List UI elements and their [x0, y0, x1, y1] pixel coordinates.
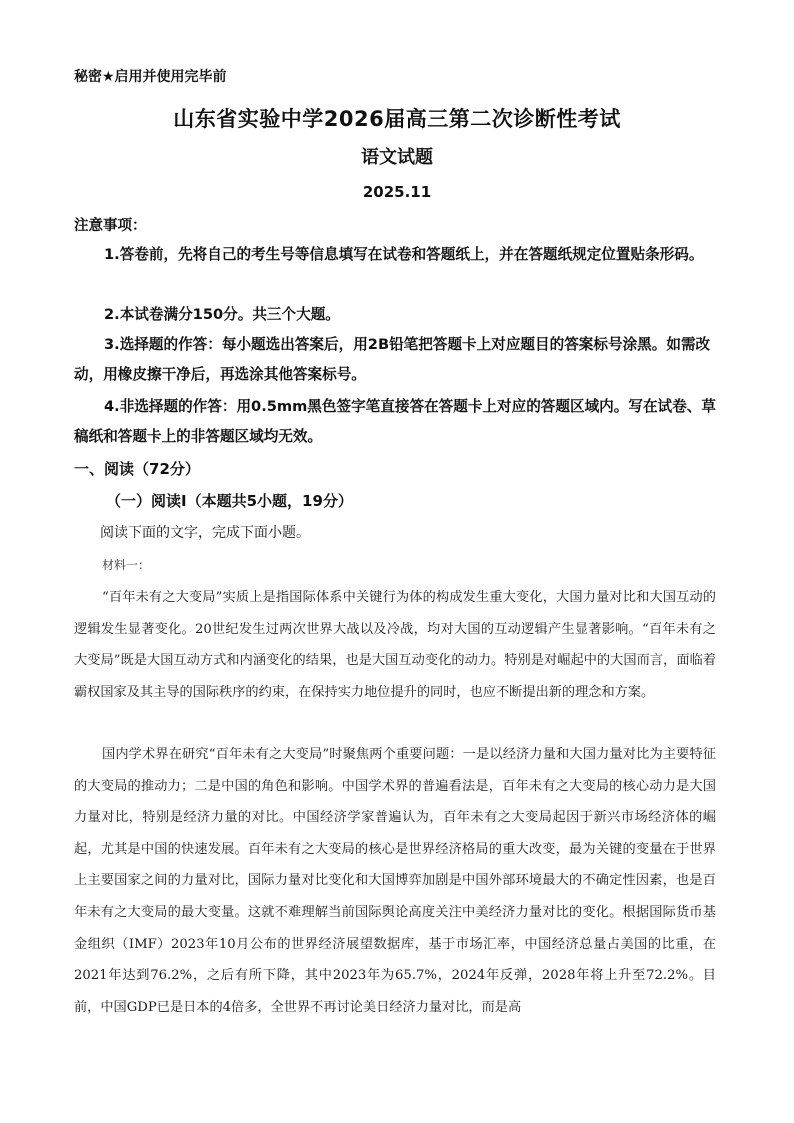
section-heading: 一、阅读（72分）: [74, 460, 200, 478]
exam-title: 山东省实验中学2026届高三第二次诊断性考试: [173, 107, 621, 131]
material-label: 材料一：: [102, 558, 151, 572]
notice-item-4: 4.非选择题的作答：用0.5mm黑色签字笔直接答在答题卡上对应的答题区域内。写在试卷、草稿纸和答题卡上的非答题区域均无效。: [74, 398, 716, 445]
notice-heading: 注意事项：: [74, 218, 147, 234]
exam-date: 2025.11: [362, 183, 432, 201]
reading-instruction: 阅读下面的文字，完成下面小题。: [100, 525, 310, 541]
subsection-heading: （一）阅读I（本题共5小题，19分）: [106, 492, 353, 510]
notice-item-1: 1.答卷前，先将自己的考生号等信息填写在试卷和答题纸上，并在答题纸规定位置贴条形码。: [104, 246, 704, 263]
confidential-label: 秘密★启用并使用完毕前: [74, 69, 227, 85]
notice-item-3: 3.选择题的作答：每小题选出答案后，用2B铅笔把答题卡上对应题目的答案标号涂黑。如需改动，用橡皮擦干净后，再选涂其他答案标号。: [74, 336, 711, 383]
material-paragraph-2: 国内学术界在研究“百年未有之大变局”时聚焦两个重要问题：一是以经济力量和大国力量对比为主要特征的大变局的推动力；二是中国的角色和影响。中国学术界的普遍看法是，百年未有之大变局的核心动力是大国力量对比，特别是经济力量的对比。中国经济学家普遍认为，百年未有之大变局起因于新兴市场经济体的崛起，尤其是中国的快速发展。百年未有之大变局的核心是世界经济格局的重大改变，最为关键的变量在于世界上主要国家之间的力量对比，国际力量对比变化和大国博弈加剧是中国外部环境最大的不确定性因素，也是百年未有之大变局的最大变量。这就不难理解当前国际舆论高度关注中美经济力量对比的变化。根据国际货币基金组织（IMF）2023年10月公布的世界经济展望数据库，基于市场汇率，中国经济总量占美国的比重，在2021年达到76.2%，之后有所下降，其中2023年为65.7%，2024年反弹，2028年将上升至72.2%。目前，中国GDP已是日本的4倍多，全世界不再讨论美日经济力量对比，而是高: [74, 747, 716, 1015]
notice-item-2: 2.本试卷满分150分。共三个大题。: [104, 306, 340, 323]
subject-title: 语文试题: [361, 147, 433, 168]
material-paragraph-1: “百年未有之大变局”实质上是指国际体系中关键行为体的构成发生重大变化，大国力量对比和大国互动的逻辑发生显著变化。20世纪发生过两次世界大战以及冷战，均对大国的互动逻辑产生显著影响。“百年未有之大变局”既是大国互动方式和内涵变化的结果，也是大国互动变化的动力。特别是对崛起中的大国而言，面临着霸权国家及其主导的国际秩序的约束，在保持实力地位提升的同时，也应不断提出新的理念和方案。: [74, 590, 716, 700]
